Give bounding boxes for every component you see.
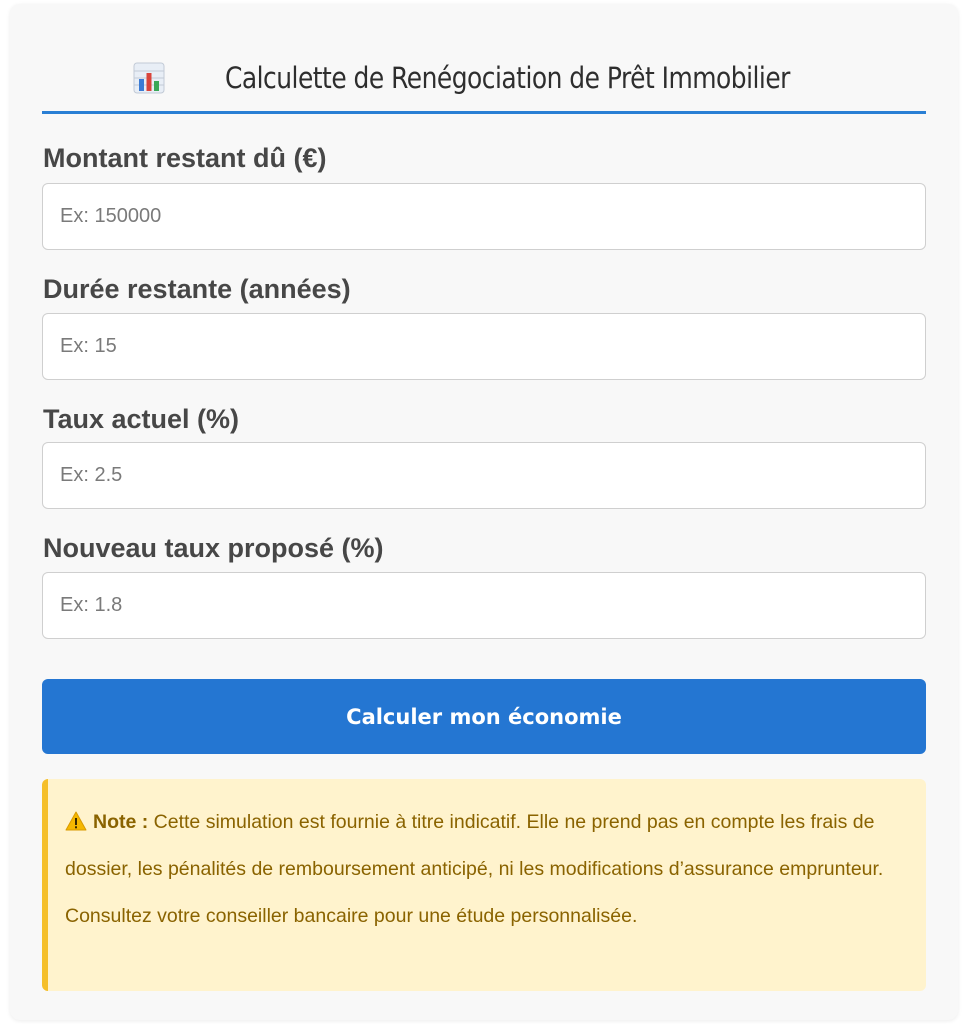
new-rate-input[interactable] <box>42 572 926 639</box>
warning-icon <box>65 802 87 822</box>
page-title-text: Calculette de Renégociation de Prêt Immobilier <box>224 60 790 95</box>
current-rate-input[interactable] <box>42 442 926 509</box>
remaining-duration-label: Durée restante (années) <box>43 274 351 304</box>
bar-chart-icon <box>133 62 165 94</box>
calculator-card <box>10 4 958 1020</box>
current-rate-label: Taux actuel (%) <box>43 404 240 434</box>
calculate-savings-button[interactable]: Calculer mon économie <box>42 679 926 754</box>
remaining-amount-input[interactable] <box>42 183 926 250</box>
remaining-duration-input[interactable] <box>42 313 926 380</box>
remaining-amount-label: Montant restant dû (€) <box>43 143 327 173</box>
note-text: Cette simulation est fournie à titre indicatif. Elle ne prend pas en compte les frais de dossier, les pénalités de remboursement anticipé, ni les modifications d’assurance emprunteur. Consultez votre conseiller bancaire pour une étude personnalisée. <box>65 811 884 927</box>
new-rate-label: Nouveau taux proposé (%) <box>43 533 384 563</box>
page-title <box>42 52 926 114</box>
note-label: Note : <box>93 811 149 833</box>
disclaimer-note <box>42 779 926 991</box>
